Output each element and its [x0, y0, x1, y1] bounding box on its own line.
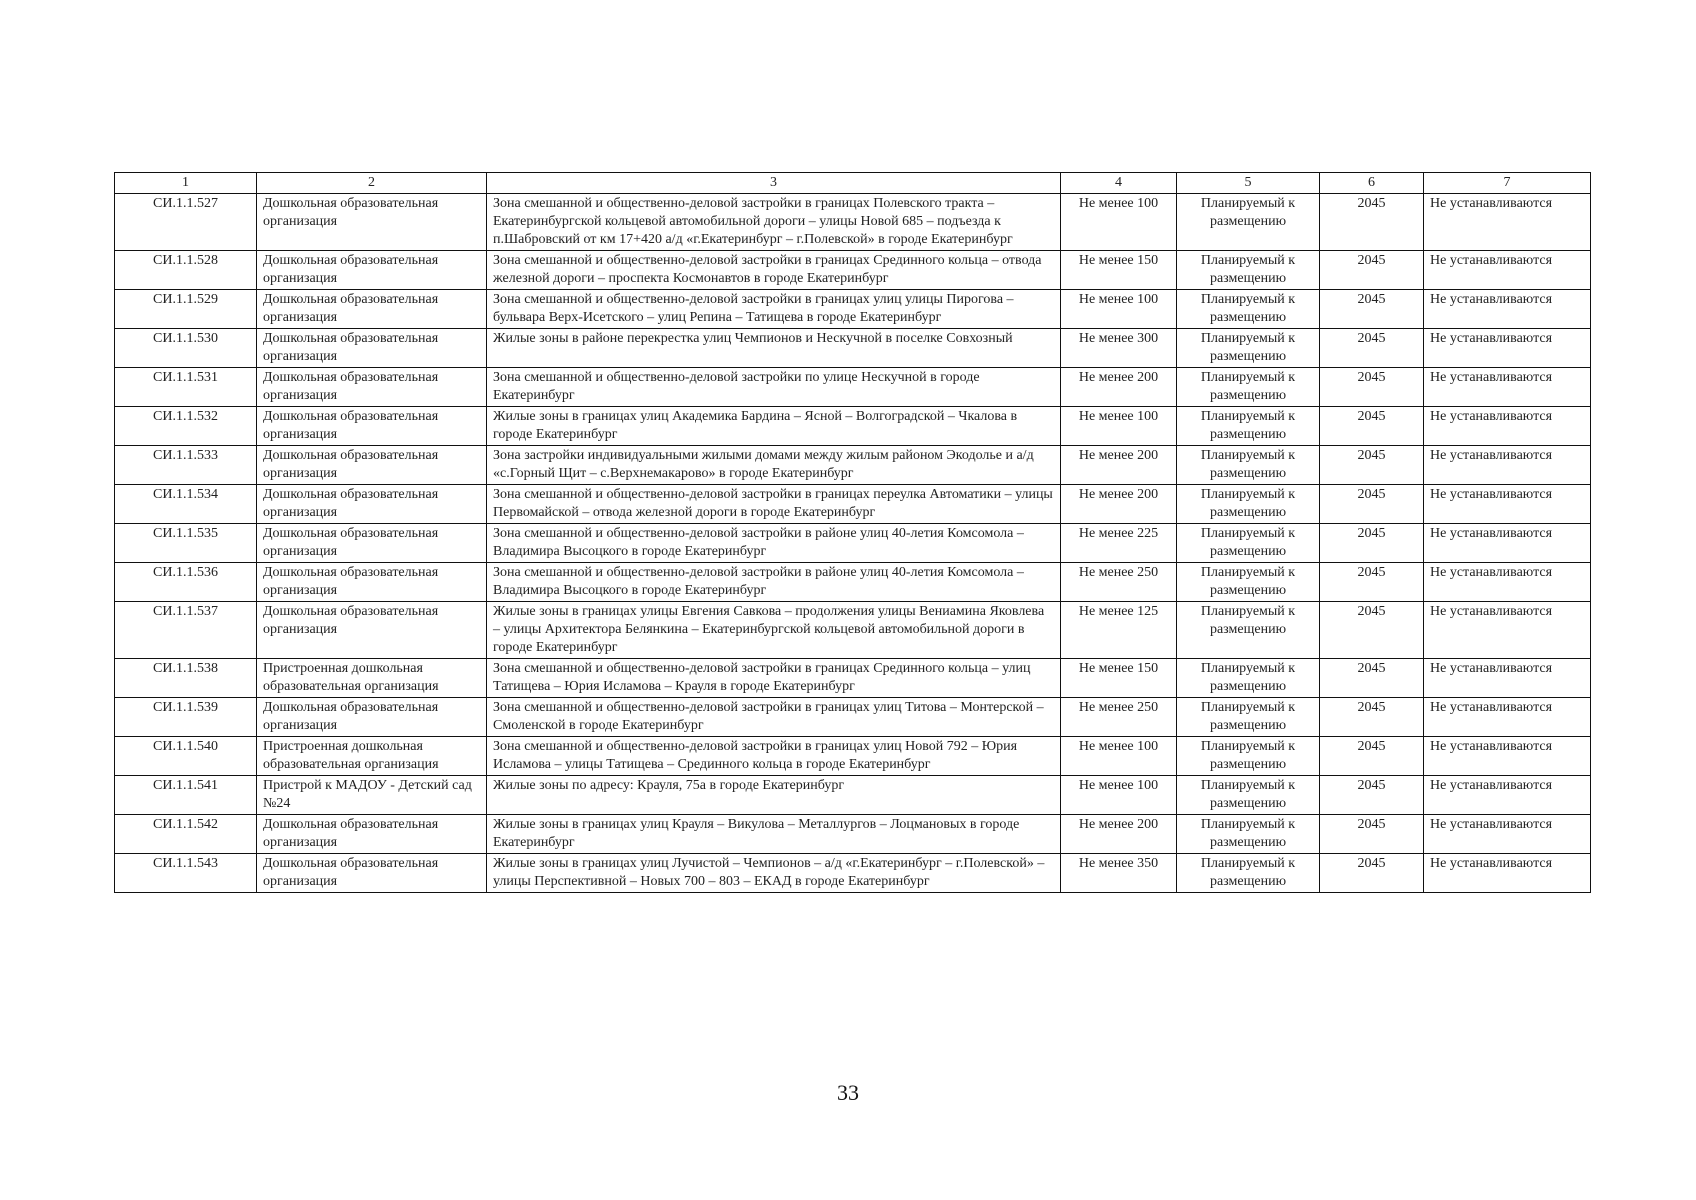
cell-capacity: Не менее 100 [1061, 194, 1177, 251]
cell-object-id: СИ.1.1.531 [115, 368, 257, 407]
cell-year: 2045 [1320, 251, 1424, 290]
cell-status: Планируемый к размещению [1177, 368, 1320, 407]
table-row [115, 602, 1591, 659]
column-header-5: 5 [1177, 173, 1320, 194]
cell-year: 2045 [1320, 446, 1424, 485]
cell-year: 2045 [1320, 329, 1424, 368]
cell-zone-restrictions: Не устанавливаются [1424, 659, 1591, 698]
table-row [115, 329, 1591, 368]
cell-zone-restrictions: Не устанавливаются [1424, 407, 1591, 446]
table-row [115, 563, 1591, 602]
cell-capacity: Не менее 200 [1061, 368, 1177, 407]
table-row [115, 485, 1591, 524]
cell-status: Планируемый к размещению [1177, 815, 1320, 854]
column-header-4: 4 [1061, 173, 1177, 194]
table-row [115, 815, 1591, 854]
cell-capacity: Не менее 100 [1061, 407, 1177, 446]
cell-year: 2045 [1320, 854, 1424, 893]
table-row [115, 776, 1591, 815]
cell-object-id: СИ.1.1.537 [115, 602, 257, 659]
table-header [115, 173, 1591, 194]
cell-location: Жилые зоны в границах улиц Лучистой – Чемпионов – а/д «г.Екатеринбург – г.Полевской» – улицы Перспективной – Новых 700 – 803 – ЕКАД в городе Екатеринбург [487, 854, 1061, 893]
cell-object-name: Дошкольная образовательная организация [257, 194, 487, 251]
table-row [115, 446, 1591, 485]
cell-object-name: Дошкольная образовательная организация [257, 329, 487, 368]
column-header-2: 2 [257, 173, 487, 194]
cell-location: Жилые зоны в районе перекрестка улиц Чемпионов и Нескучной в поселке Совхозный [487, 329, 1061, 368]
cell-zone-restrictions: Не устанавливаются [1424, 698, 1591, 737]
cell-capacity: Не менее 150 [1061, 659, 1177, 698]
cell-capacity: Не менее 225 [1061, 524, 1177, 563]
column-header-6: 6 [1320, 173, 1424, 194]
table-row [115, 407, 1591, 446]
cell-year: 2045 [1320, 524, 1424, 563]
cell-zone-restrictions: Не устанавливаются [1424, 251, 1591, 290]
cell-object-id: СИ.1.1.535 [115, 524, 257, 563]
cell-year: 2045 [1320, 815, 1424, 854]
cell-object-id: СИ.1.1.541 [115, 776, 257, 815]
cell-object-id: СИ.1.1.530 [115, 329, 257, 368]
table-row [115, 854, 1591, 893]
cell-capacity: Не менее 100 [1061, 776, 1177, 815]
cell-object-name: Дошкольная образовательная организация [257, 524, 487, 563]
cell-year: 2045 [1320, 698, 1424, 737]
cell-object-name: Дошкольная образовательная организация [257, 602, 487, 659]
cell-location: Зона смешанной и общественно-деловой застройки в районе улиц 40-летия Комсомола – Владимира Высоцкого в городе Екатеринбург [487, 563, 1061, 602]
cell-status: Планируемый к размещению [1177, 194, 1320, 251]
cell-object-name: Дошкольная образовательная организация [257, 698, 487, 737]
cell-location: Зона застройки индивидуальными жилыми домами между жилым районом Экодолье и а/д «с.Горный Щит – с.Верхнемакарово» в городе Екатеринбург [487, 446, 1061, 485]
cell-object-id: СИ.1.1.528 [115, 251, 257, 290]
cell-object-id: СИ.1.1.533 [115, 446, 257, 485]
cell-status: Планируемый к размещению [1177, 698, 1320, 737]
cell-object-id: СИ.1.1.529 [115, 290, 257, 329]
cell-object-name: Дошкольная образовательная организация [257, 446, 487, 485]
cell-capacity: Не менее 200 [1061, 485, 1177, 524]
cell-year: 2045 [1320, 194, 1424, 251]
cell-object-id: СИ.1.1.539 [115, 698, 257, 737]
cell-object-id: СИ.1.1.540 [115, 737, 257, 776]
cell-capacity: Не менее 125 [1061, 602, 1177, 659]
table-row [115, 737, 1591, 776]
cell-object-name: Пристроенная дошкольная образовательная организация [257, 659, 487, 698]
cell-status: Планируемый к размещению [1177, 290, 1320, 329]
cell-capacity: Не менее 100 [1061, 737, 1177, 776]
cell-zone-restrictions: Не устанавливаются [1424, 776, 1591, 815]
cell-location: Зона смешанной и общественно-деловой застройки в районе улиц 40-летия Комсомола – Владимира Высоцкого в городе Екатеринбург [487, 524, 1061, 563]
cell-year: 2045 [1320, 659, 1424, 698]
cell-object-name: Дошкольная образовательная организация [257, 290, 487, 329]
cell-year: 2045 [1320, 737, 1424, 776]
column-header-1: 1 [115, 173, 257, 194]
cell-year: 2045 [1320, 602, 1424, 659]
cell-zone-restrictions: Не устанавливаются [1424, 290, 1591, 329]
cell-object-name: Пристроенная дошкольная образовательная организация [257, 737, 487, 776]
cell-zone-restrictions: Не устанавливаются [1424, 563, 1591, 602]
cell-location: Жилые зоны по адресу: Крауля, 75а в городе Екатеринбург [487, 776, 1061, 815]
cell-object-id: СИ.1.1.534 [115, 485, 257, 524]
table-row [115, 368, 1591, 407]
cell-capacity: Не менее 200 [1061, 815, 1177, 854]
cell-location: Зона смешанной и общественно-деловой застройки по улице Нескучной в городе Екатеринбург [487, 368, 1061, 407]
cell-object-name: Дошкольная образовательная организация [257, 368, 487, 407]
cell-status: Планируемый к размещению [1177, 407, 1320, 446]
cell-location: Зона смешанной и общественно-деловой застройки в границах улиц Титова – Монтерской – Смоленской в городе Екатеринбург [487, 698, 1061, 737]
cell-status: Планируемый к размещению [1177, 659, 1320, 698]
cell-zone-restrictions: Не устанавливаются [1424, 368, 1591, 407]
cell-capacity: Не менее 250 [1061, 698, 1177, 737]
cell-status: Планируемый к размещению [1177, 251, 1320, 290]
cell-location: Зона смешанной и общественно-деловой застройки в границах Срединного кольца – улиц Татищева – Юрия Исламова – Крауля в городе Екатеринбург [487, 659, 1061, 698]
cell-object-id: СИ.1.1.543 [115, 854, 257, 893]
cell-status: Планируемый к размещению [1177, 485, 1320, 524]
cell-year: 2045 [1320, 407, 1424, 446]
cell-status: Планируемый к размещению [1177, 602, 1320, 659]
cell-location: Жилые зоны в границах улиц Академика Бардина – Ясной – Волгоградской – Чкалова в городе Екатеринбург [487, 407, 1061, 446]
cell-location: Зона смешанной и общественно-деловой застройки в границах переулка Автоматики – улицы Первомайской – отвода железной дороги в городе Екатеринбург [487, 485, 1061, 524]
cell-object-name: Дошкольная образовательная организация [257, 563, 487, 602]
column-header-3: 3 [487, 173, 1061, 194]
cell-object-id: СИ.1.1.542 [115, 815, 257, 854]
cell-year: 2045 [1320, 563, 1424, 602]
cell-object-name: Пристрой к МАДОУ - Детский сад №24 [257, 776, 487, 815]
table-row [115, 251, 1591, 290]
cell-location: Зона смешанной и общественно-деловой застройки в границах Срединного кольца – отвода железной дороги – проспекта Космонавтов в городе Екатеринбург [487, 251, 1061, 290]
cell-capacity: Не менее 150 [1061, 251, 1177, 290]
cell-object-name: Дошкольная образовательная организация [257, 815, 487, 854]
cell-location: Зона смешанной и общественно-деловой застройки в границах улиц улицы Пирогова – бульвара Верх-Исетского – улиц Репина – Татищева в городе Екатеринбург [487, 290, 1061, 329]
facilities-table [114, 172, 1591, 893]
cell-status: Планируемый к размещению [1177, 446, 1320, 485]
cell-status: Планируемый к размещению [1177, 737, 1320, 776]
cell-status: Планируемый к размещению [1177, 563, 1320, 602]
cell-object-name: Дошкольная образовательная организация [257, 485, 487, 524]
cell-zone-restrictions: Не устанавливаются [1424, 854, 1591, 893]
table-body [115, 194, 1591, 893]
cell-capacity: Не менее 300 [1061, 329, 1177, 368]
cell-zone-restrictions: Не устанавливаются [1424, 524, 1591, 563]
cell-object-id: СИ.1.1.532 [115, 407, 257, 446]
cell-capacity: Не менее 100 [1061, 290, 1177, 329]
cell-location: Зона смешанной и общественно-деловой застройки в границах Полевского тракта – Екатеринбургской кольцевой автомобильной дороги – улицы Новой 685 – подъезда к п.Шабровский от км 17+420 а/д «г.Екатеринбург – г.Полевской» в городе Екатеринбург [487, 194, 1061, 251]
table-row [115, 290, 1591, 329]
cell-location: Жилые зоны в границах улицы Евгения Савкова – продолжения улицы Вениамина Яковлева – улицы Архитектора Белянкина – Екатеринбургской кольцевой автомобильной дороги в городе Екатеринбург [487, 602, 1061, 659]
cell-zone-restrictions: Не устанавливаются [1424, 194, 1591, 251]
cell-object-id: СИ.1.1.527 [115, 194, 257, 251]
cell-object-name: Дошкольная образовательная организация [257, 251, 487, 290]
cell-status: Планируемый к размещению [1177, 329, 1320, 368]
page-number: 33 [837, 1080, 859, 1105]
table-row [115, 659, 1591, 698]
cell-capacity: Не менее 350 [1061, 854, 1177, 893]
table-row [115, 698, 1591, 737]
cell-zone-restrictions: Не устанавливаются [1424, 815, 1591, 854]
cell-object-name: Дошкольная образовательная организация [257, 854, 487, 893]
cell-zone-restrictions: Не устанавливаются [1424, 485, 1591, 524]
cell-location: Зона смешанной и общественно-деловой застройки в границах улиц Новой 792 – Юрия Исламова – улицы Татищева – Срединного кольца в городе Екатеринбург [487, 737, 1061, 776]
cell-zone-restrictions: Не устанавливаются [1424, 602, 1591, 659]
cell-year: 2045 [1320, 776, 1424, 815]
cell-zone-restrictions: Не устанавливаются [1424, 329, 1591, 368]
cell-object-id: СИ.1.1.536 [115, 563, 257, 602]
cell-status: Планируемый к размещению [1177, 776, 1320, 815]
cell-status: Планируемый к размещению [1177, 524, 1320, 563]
cell-status: Планируемый к размещению [1177, 854, 1320, 893]
cell-zone-restrictions: Не устанавливаются [1424, 446, 1591, 485]
table-row [115, 524, 1591, 563]
cell-year: 2045 [1320, 290, 1424, 329]
header-row [115, 173, 1591, 194]
cell-zone-restrictions: Не устанавливаются [1424, 737, 1591, 776]
cell-capacity: Не менее 250 [1061, 563, 1177, 602]
column-header-7: 7 [1424, 173, 1591, 194]
cell-capacity: Не менее 200 [1061, 446, 1177, 485]
cell-object-id: СИ.1.1.538 [115, 659, 257, 698]
cell-object-name: Дошкольная образовательная организация [257, 407, 487, 446]
cell-year: 2045 [1320, 485, 1424, 524]
cell-year: 2045 [1320, 368, 1424, 407]
table-row [115, 194, 1591, 251]
cell-location: Жилые зоны в границах улиц Крауля – Викулова – Металлургов – Лоцмановых в городе Екатеринбург [487, 815, 1061, 854]
